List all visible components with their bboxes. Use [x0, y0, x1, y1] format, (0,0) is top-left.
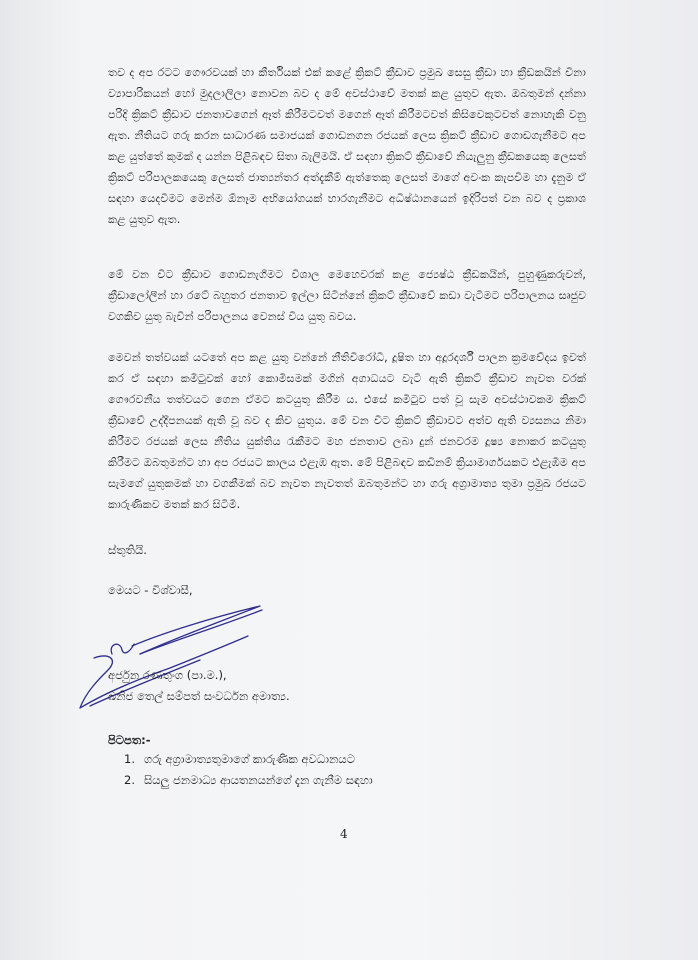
closing-salutation: මෙයට - විශ්වාසී, [108, 583, 193, 597]
copy-item-number: 2. [124, 773, 135, 787]
copies-heading: පිටපත:- [108, 733, 151, 747]
body-paragraph-2: මේ වන විට ක්‍රීඩාව ගොඩනැගීමට විශාල මෙහෙවරක් කළ ජ්‍යෙෂ්ඨ ක්‍රීඩකයින්, පුහුණුකරුවන්, ක්‍රීඩාලෝලීන් හා රටේ බහුතර ජනතාව ඉල්ලා සිටින්නේ ක්‍රිකට් ක්‍රීඩාවේ කඩා වැටීමට පරිපාලනය සෘජුව වගකිව යුතු බැවින් පරිපාලනය වෙනස් විය යුතු බවය. [108, 268, 586, 323]
copy-list-item [124, 773, 373, 788]
copy-item-text: ගරු අග්‍රාමාත්‍යතුමාගේ කාරුණික අවධානයට [144, 752, 355, 766]
page-number: 4 [340, 827, 348, 841]
signatory-title: ඛනිජ තෙල් සම්පත් සංවර්ධන අමාත්‍ය. [108, 689, 290, 703]
body-paragraph-1: තව ද අප රටට ගෞරවයක් හා කීර්තියක් එක් කළේ ක්‍රිකට් ක්‍රීඩාව ප්‍රමුඛ සෙසු ක්‍රීඩා හා ක්‍රීඩකයින් විනා ව්‍යාපාරිකයන් හෝ මුදලාලිලා නොවන බව ද මේ අවස්ථාවේ මතක් කළ යුතුව ඇත. ඔබතුමන් දන්නා පරිදි ක්‍රිකට් ක්‍රීඩාව ජනතාවගෙන් ඈත් කිරීමටවත් මගෙන් ඈත් කිරීමටවත් කිසිවෙකුටවත් නොහැකි වනු ඇත. නීතියට ගරු කරන සාධාරණ සමාජයක් ගොඩනගන රජයක් ලෙස ක්‍රිකට් ක්‍රීඩාව ගොඩගැනීමට අප කළ යුත්තේ කුමක් ද යන්න පිළිබඳව සිතා බැලිමයි. ඒ සඳහා ක්‍රිකට් ක්‍රීඩාවේ නියැලුනු ක්‍රීඩකයෙකු ලෙසත් ක්‍රිකට් පරිපාලකයෙකු ලෙසත් ජාත්‍යන්තර අත්දැකීම් ඇත්තෙකු ලෙසත් මාගේ අවංක කැපවීම හා දැනුම ඒ සඳහා යෙදවීමට මෙන්ම ඕනෑම අභියෝගයක් භාරගැනීමට අධිෂ්ඨානයෙන් ඉදිරිපත් වන බව ද ප්‍රකාශ කළ යුතුව ඇත. [108, 66, 586, 226]
copy-item-text: සියලු ජනමාධ්‍ය ආයතනයන්ගේ දැන ගැනීම සඳහා [144, 773, 373, 787]
signatory-name: අර්ජුන රණතුංග (පා.ම.), [108, 668, 227, 682]
copy-list-item [124, 752, 355, 767]
body-paragraph-3: මෙවන් තත්වයක් යටතේ අප කළ යුතු වන්නේ නීතිවිරෝධී, දූෂිත හා අදූරදර්ශී පාලන ක්‍රමවේදය ඉවත් කර ඒ සඳහා කමිටුවක් හෝ කොමිසමක් මගින් අගාධයට වැටී ඇති ක්‍රිකට් ක්‍රීඩාව නැවත වරක් ගෞරවනීය තත්වයට ගෙන ඒමට කටයුතු කිරීම ය. එසේ කමිටුව පත් වූ සැම අවස්ථාවකම ක්‍රිකට් ක්‍රීඩාවේ උද්දීපනයක් ඇති වූ බව ද කිව යුතුය. මේ වන විට ක්‍රිකට් ක්‍රීඩාවට අත්ව ඇති ව්‍යසනය නිමා කිරීමට රජයක් ලෙස නීතිය යුක්තිය රැකීමට මහ ජනතාව ලබා දුන් ජනවරම දූෂ්‍ය නොකර කටයුතු කිරීමට ඔබතුමන්ට හා අප රජයට කාලය එළැඹ ඇත. මේ පිළිබඳව කඩිනම් ක්‍රියාමාර්ගයකට එළැඹීම අප සැමගේ යුතුකමක් හා වගකීමක් බව නැවත නැවතත් ඔබතුමන්ට හා ගරු අග්‍රාමාත්‍ය තුමා ප්‍රමුඛ රජයට කාරුණිකව මතක් කර සිටිමි. [108, 351, 586, 511]
thanks-line: ස්තුතියි. [108, 543, 147, 557]
copy-item-number: 1. [124, 752, 135, 766]
